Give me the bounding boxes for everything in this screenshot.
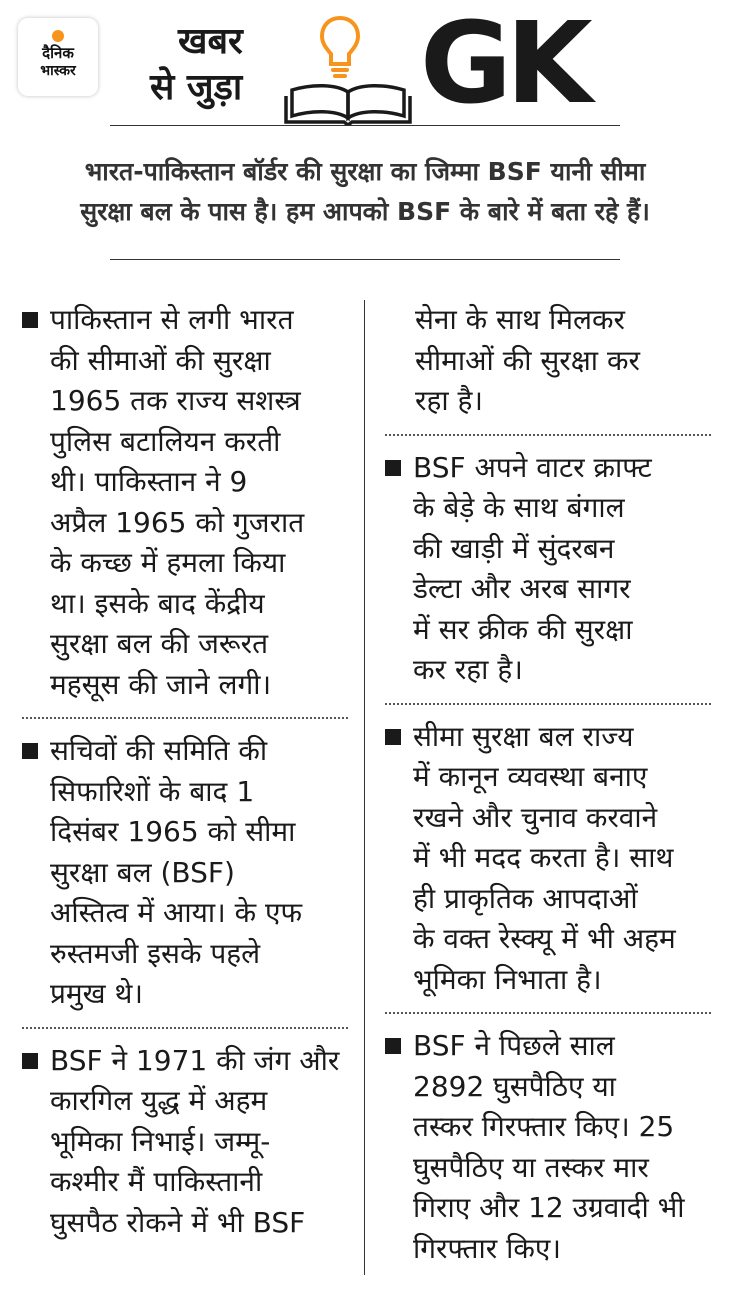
header-kicker-line-1: खबर (178, 21, 243, 62)
fact-line: था। इसके बाद केंद्रीय (50, 586, 265, 620)
fact-line: सचिवों की समिति की (50, 734, 268, 767)
fact-line: के वक्त रेस्क्यू में भी अहम (413, 922, 676, 955)
fact-line: डेल्टा और अरब सागर (413, 572, 631, 605)
fact-line: कारगिल युद्ध में अहम (50, 1084, 268, 1117)
fact-line: पाकिस्तान से लगी भारत (50, 303, 294, 336)
dotted-separator (385, 703, 711, 705)
left-column (22, 300, 352, 1243)
lightbulb-icon (318, 14, 362, 82)
header-divider (110, 125, 620, 126)
fact-line: भूमिका निभाता है। (413, 962, 602, 996)
bullet-square-icon (385, 1038, 401, 1054)
fact-line: BSF अपने वाटर क्राफ्ट (413, 450, 652, 484)
fact-line: में कानून व्यवस्था बनाए (413, 760, 648, 793)
fact-line: घुसपैठिए या तस्कर मार (413, 1150, 649, 1184)
bullet-square-icon (22, 1053, 38, 1069)
fact-line: कश्मीर मैं पाकिस्तानी (50, 1165, 263, 1198)
fact-line: महसूस की जाने लगी। (50, 667, 272, 701)
column-divider (364, 300, 365, 1275)
intro-paragraph (0, 152, 730, 232)
open-book-icon (282, 82, 414, 126)
fact-line: में भी मदद करता है। साथ (413, 841, 674, 874)
fact-line: अप्रैल 1965 को गुजरात (50, 505, 305, 539)
bullet-square-icon (385, 460, 401, 476)
fact-line: सीमा सुरक्षा बल राज्य (413, 719, 634, 753)
fact-line: के बेड़े के साथ बंगाल (413, 491, 625, 524)
header-title-gk: GK (420, 0, 587, 129)
fact-line: की खाड़ी में सुंदरबन (413, 531, 615, 565)
fact-line: 2892 घुसपैठिए या (413, 1069, 616, 1103)
fact-line: रहा है। (415, 384, 483, 417)
fact-line: BSF ने 1971 की जंग और (50, 1043, 340, 1077)
fact-item (22, 1041, 352, 1244)
fact-line: भूमिका निभाई। जम्मू- (50, 1124, 271, 1158)
fact-line: कर रहा है। (413, 653, 523, 686)
fact-line: सुरक्षा बल की जरूरत (50, 627, 269, 660)
fact-line: ही प्राकृतिक आपदाओं (413, 881, 638, 915)
fact-item (385, 1026, 715, 1269)
fact-item (22, 731, 352, 1015)
fact-line: तस्कर गिरफ्तार किए। 25 (413, 1110, 675, 1143)
logo-sun-dot (52, 30, 64, 42)
fact-line: पुलिस बटालियन करती (50, 424, 281, 458)
fact-line: सिफारिशों के बाद 1 (50, 774, 255, 808)
fact-line: में सर क्रीक की सुरक्षा (413, 612, 633, 646)
dainik-bhaskar-logo (18, 18, 98, 96)
intro-line: भारत-पाकिस्तान बॉर्डर की सुरक्षा का जिम्मा BSF यानी सीमा (84, 157, 646, 186)
dotted-separator (385, 434, 711, 436)
fact-line: गिराए और 12 उग्रवादी भी (413, 1191, 685, 1224)
bullet-square-icon (385, 729, 401, 745)
fact-line: सीमाओं की सुरक्षा कर (415, 343, 640, 377)
fact-line: रुस्तमजी इसके पहले (50, 936, 261, 970)
logo-line-1: दैनिक (42, 44, 74, 62)
dotted-separator (22, 717, 348, 719)
fact-line: सेना के साथ मिलकर (415, 303, 625, 336)
fact-line: रखने और चुनाव करवाने (413, 800, 658, 834)
dotted-separator (22, 1027, 348, 1029)
fact-item (22, 300, 352, 705)
fact-line: 1965 तक राज्य सशस्त्र (50, 384, 301, 417)
fact-line: के कच्छ में हमला किया (50, 546, 286, 579)
dotted-separator (385, 1012, 711, 1014)
bullet-square-icon (22, 743, 38, 759)
fact-item (385, 717, 715, 1001)
fact-line: अस्तित्व में आया। के एफ (50, 896, 303, 929)
logo-line-2: भास्कर (40, 63, 76, 79)
fact-line: BSF ने पिछले साल (413, 1029, 615, 1062)
fact-line: प्रमुख थे। (50, 977, 143, 1010)
header-kicker-line-2: से जुड़ा (150, 67, 243, 108)
fact-item-continued (385, 300, 715, 422)
fact-line: थी। पाकिस्तान ने 9 (50, 465, 248, 498)
fact-line: गिरफ्तार किए। (413, 1231, 561, 1265)
right-column (385, 300, 715, 1269)
fact-line: दिसंबर 1965 को सीमा (50, 815, 296, 848)
fact-item (385, 448, 715, 691)
fact-line: सुरक्षा बल (BSF) (50, 855, 235, 889)
fact-line: घुसपैठ रोकने में भी BSF (50, 1205, 306, 1239)
intro-divider (110, 259, 620, 260)
bullet-square-icon (22, 312, 38, 328)
intro-line: सुरक्षा बल के पास है। हम आपको BSF के बारे में बता रहे हैं। (80, 197, 650, 226)
fact-line: की सीमाओं की सुरक्षा (50, 343, 271, 377)
